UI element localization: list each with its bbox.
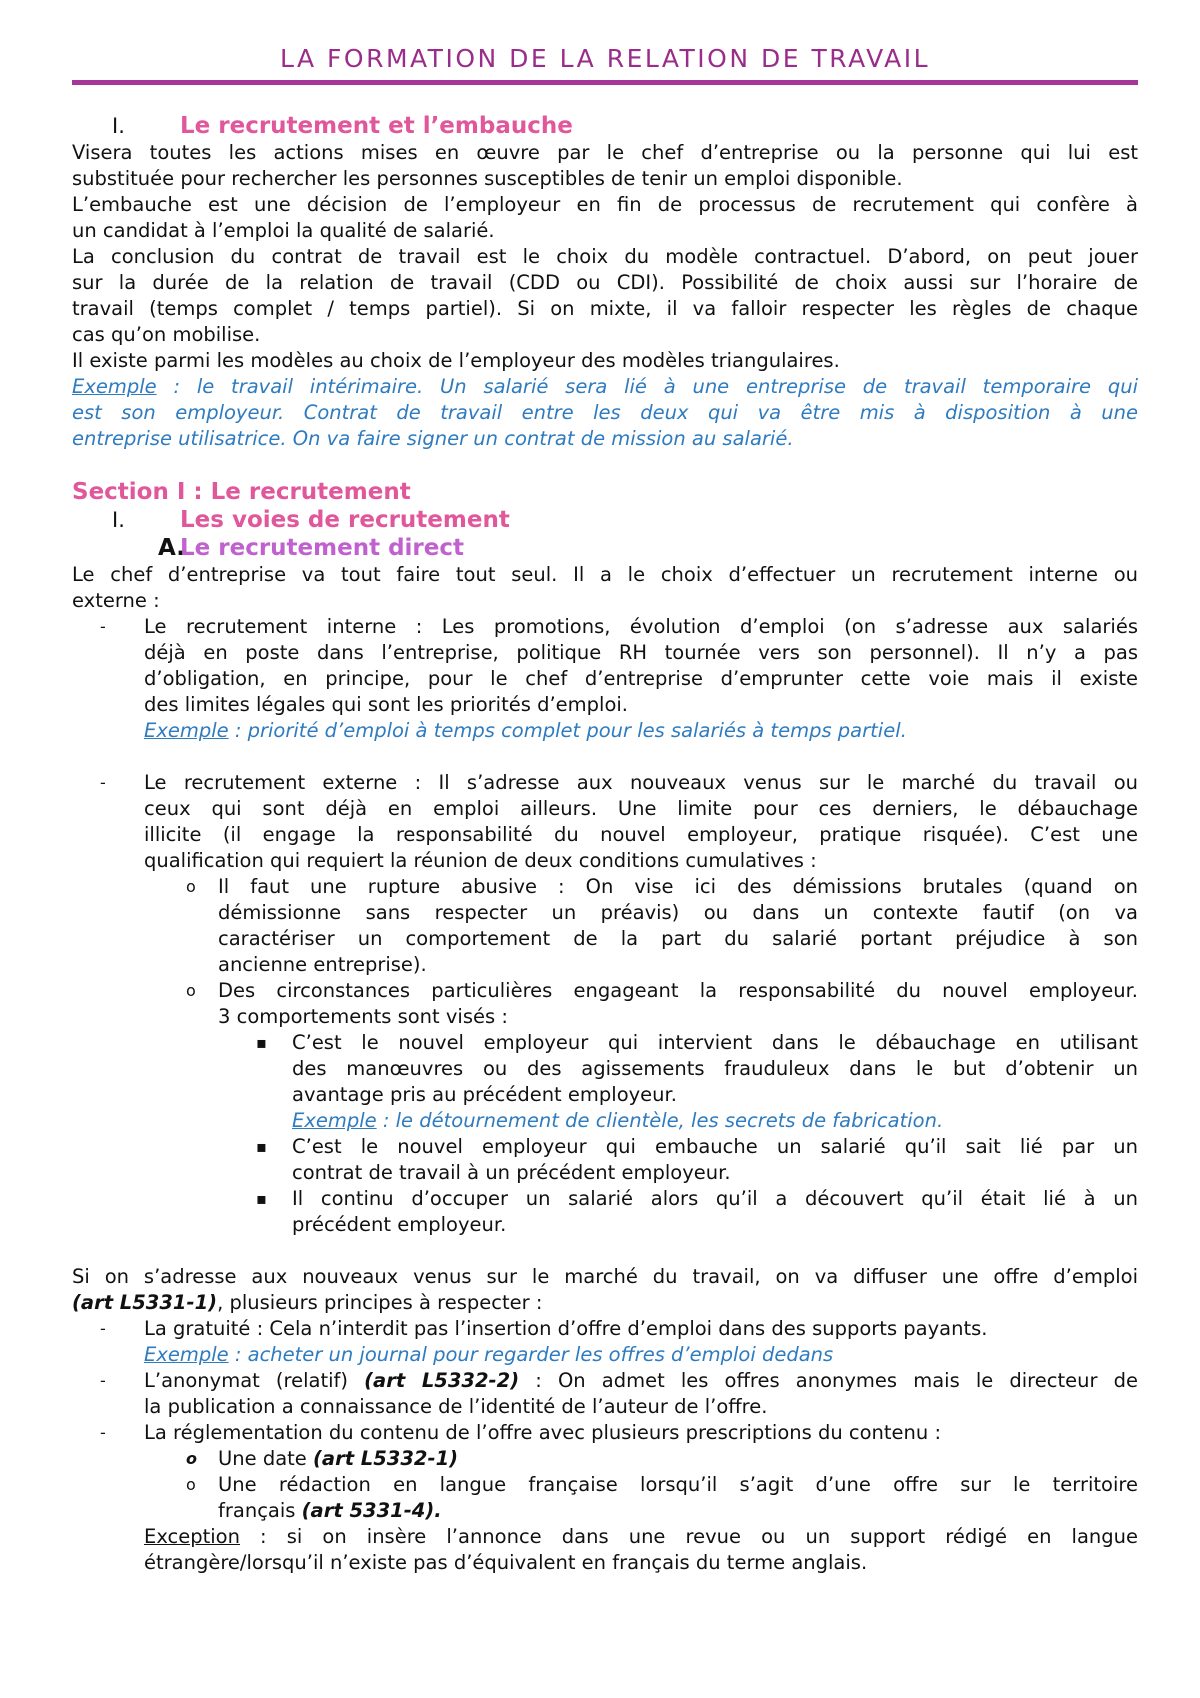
list-item-line: d’obligation, en principe, pour le chef d’entreprise d’emprunter cette voie mais il existe: [144, 667, 1138, 690]
square-list-item-line: contrat de travail à un précédent employeur.: [292, 1161, 731, 1184]
paragraph-line: cas qu’on mobilise.: [72, 323, 261, 346]
legal-reference: (art L5332-1): [313, 1447, 459, 1470]
heading-voies-recrutement: I. Les voies de recrutement: [112, 507, 510, 533]
square-bullet: ▪: [256, 1189, 267, 1208]
sub-list-item-line: ancienne entreprise).: [218, 953, 427, 976]
paragraph-line: (art L5331-1), plusieurs principes à respecter :: [72, 1291, 543, 1314]
legal-reference: (art L5332-2): [364, 1369, 520, 1392]
list-item-line: des limites légales qui sont les priorités d’emploi.: [144, 693, 629, 716]
dash-bullet: -: [100, 773, 106, 792]
paragraph-line: Il existe parmi les modèles au choix de l’employeur des modèles triangulaires.: [72, 349, 840, 372]
square-list-item-line: précédent employeur.: [292, 1213, 507, 1236]
paragraph-line: L’embauche est une décision de l’employeur en fin de processus de recrutement qui confère à: [72, 193, 1138, 216]
square-list-item-line: avantage pris au précédent employeur.: [292, 1083, 677, 1106]
legal-reference: (art L5331-1): [72, 1291, 218, 1314]
sub-list-item: o Une date (art L5332-1): [186, 1447, 459, 1470]
square-bullet: ▪: [256, 1137, 267, 1156]
circle-bullet: o: [186, 1449, 197, 1468]
paragraph-line: travail (temps complet / temps partiel). Si on mixte, il va falloir respecter les règles de chaque: [72, 297, 1138, 320]
list-item-line: déjà en poste dans l’entreprise, politique RH tournée vers son personnel). Il n’y a pas: [144, 641, 1138, 664]
paragraph-line: Visera toutes les actions mises en œuvre par le chef d’entreprise ou la personne qui lui est: [72, 141, 1138, 164]
paragraph-line: Si on s’adresse aux nouveaux venus sur le marché du travail, on va diffuser une offre d’emploi: [72, 1265, 1138, 1288]
dash-bullet: -: [100, 617, 106, 636]
list-item-line: ceux qui sont déjà en emploi ailleurs. Une limite pour ces derniers, le débauchage: [144, 797, 1138, 820]
square-list-item: ▪ Il continu d’occuper un salarié alors qu’il a découvert qu’il était lié à un: [256, 1187, 1138, 1210]
square-list-item: ▪ C’est le nouvel employeur qui intervient dans le débauchage en utilisant: [256, 1031, 1138, 1054]
heading-recrutement-embauche: I. Le recrutement et l’embauche: [112, 113, 573, 139]
legal-reference: (art 5331-4).: [301, 1499, 442, 1522]
circle-bullet: o: [186, 877, 196, 896]
example-line: Exemple : le travail intérimaire. Un salarié sera lié à une entreprise de travail temporaire qui: [72, 375, 1138, 398]
example-line: est son employeur. Contrat de travail entre les deux qui va être mis à disposition à une: [72, 401, 1138, 424]
square-bullet: ▪: [256, 1033, 267, 1052]
sub-list-item-line: français (art 5331-4).: [218, 1499, 442, 1522]
sub-list-item-line: 3 comportements sont visés :: [218, 1005, 508, 1028]
list-item-line: la publication a connaissance de l’identité de l’auteur de l’offre.: [144, 1395, 768, 1418]
example-line: Exemple : priorité d’emploi à temps complet pour les salariés à temps partiel.: [144, 719, 907, 742]
document-title: LA FORMATION DE LA RELATION DE TRAVAIL: [279, 44, 931, 73]
dash-bullet: -: [100, 1371, 106, 1390]
dash-bullet: -: [100, 1423, 106, 1442]
sub-list-item-line: démissionne sans respecter un préavis) ou dans un contexte fautif (on va: [218, 901, 1138, 924]
sub-list-item: o Il faut une rupture abusive : On vise ici des démissions brutales (quand on: [186, 875, 1138, 898]
document-body: [72, 112, 1138, 1576]
paragraph-line: substituée pour rechercher les personnes susceptibles de tenir un emploi disponible.: [72, 167, 903, 190]
example-line: Exemple : acheter un journal pour regarder les offres d’emploi dedans: [144, 1343, 834, 1366]
circle-bullet: o: [186, 981, 196, 1000]
circle-bullet: o: [186, 1475, 196, 1494]
list-item: - La gratuité : Cela n’interdit pas l’insertion d’offre d’emploi dans des supports payants.: [100, 1317, 988, 1340]
square-list-item-line: des manœuvres ou des agissements frauduleux dans le but d’obtenir un: [292, 1057, 1138, 1080]
heading-recrutement-direct: A.Le recrutement direct: [158, 535, 465, 561]
list-item: - La réglementation du contenu de l’offre avec plusieurs prescriptions du contenu :: [100, 1421, 942, 1444]
sub-list-item: o Des circonstances particulières engageant la responsabilité du nouvel employeur.: [186, 979, 1138, 1002]
square-list-item: ▪ C’est le nouvel employeur qui embauche un salarié qu’il sait lié par un: [256, 1135, 1138, 1158]
dash-bullet: -: [100, 1319, 106, 1338]
paragraph-line: sur la durée de la relation de travail (CDD ou CDI). Possibilité de choix aussi sur l’horaire de: [72, 271, 1138, 294]
list-item: - Le recrutement interne : Les promotions, évolution d’emploi (on s’adresse aux salariés: [100, 615, 1138, 638]
example-line: entreprise utilisatrice. On va faire signer un contrat de mission au salarié.: [72, 427, 794, 450]
list-item: - L’anonymat (relatif) (art L5332-2) : On admet les offres anonymes mais le directeur de: [100, 1369, 1138, 1392]
list-item: - Le recrutement externe : Il s’adresse aux nouveaux venus sur le marché du travail ou: [100, 771, 1138, 794]
paragraph-line: Le chef d’entreprise va tout faire tout seul. Il a le choix d’effectuer un recrutement interne ou: [72, 563, 1138, 586]
paragraph-line: un candidat à l’emploi la qualité de salarié.: [72, 219, 495, 242]
sub-list-item-line: caractériser un comportement de la part du salarié portant préjudice à son: [218, 927, 1138, 950]
example-line: Exemple : le détournement de clientèle, les secrets de fabrication.: [292, 1109, 944, 1132]
sub-list-item: o Une rédaction en langue française lorsqu’il s’agit d’une offre sur le territoire: [186, 1473, 1138, 1496]
list-item-line: qualification qui requiert la réunion de deux conditions cumulatives :: [144, 849, 817, 872]
paragraph-line: La conclusion du contrat de travail est le choix du modèle contractuel. D’abord, on peut jouer: [72, 245, 1138, 268]
title-divider: [72, 80, 1138, 85]
list-item-line: illicite (il engage la responsabilité du nouvel employeur, pratique risquée). C’est une: [144, 823, 1138, 846]
section-heading: Section I : Le recrutement: [72, 479, 411, 505]
exception-line: étrangère/lorsqu’il n’existe pas d’équivalent en français du terme anglais.: [144, 1551, 868, 1574]
exception-line: Exception : si on insère l’annonce dans une revue ou un support rédigé en langue: [144, 1525, 1138, 1548]
paragraph-line: externe :: [72, 589, 160, 612]
